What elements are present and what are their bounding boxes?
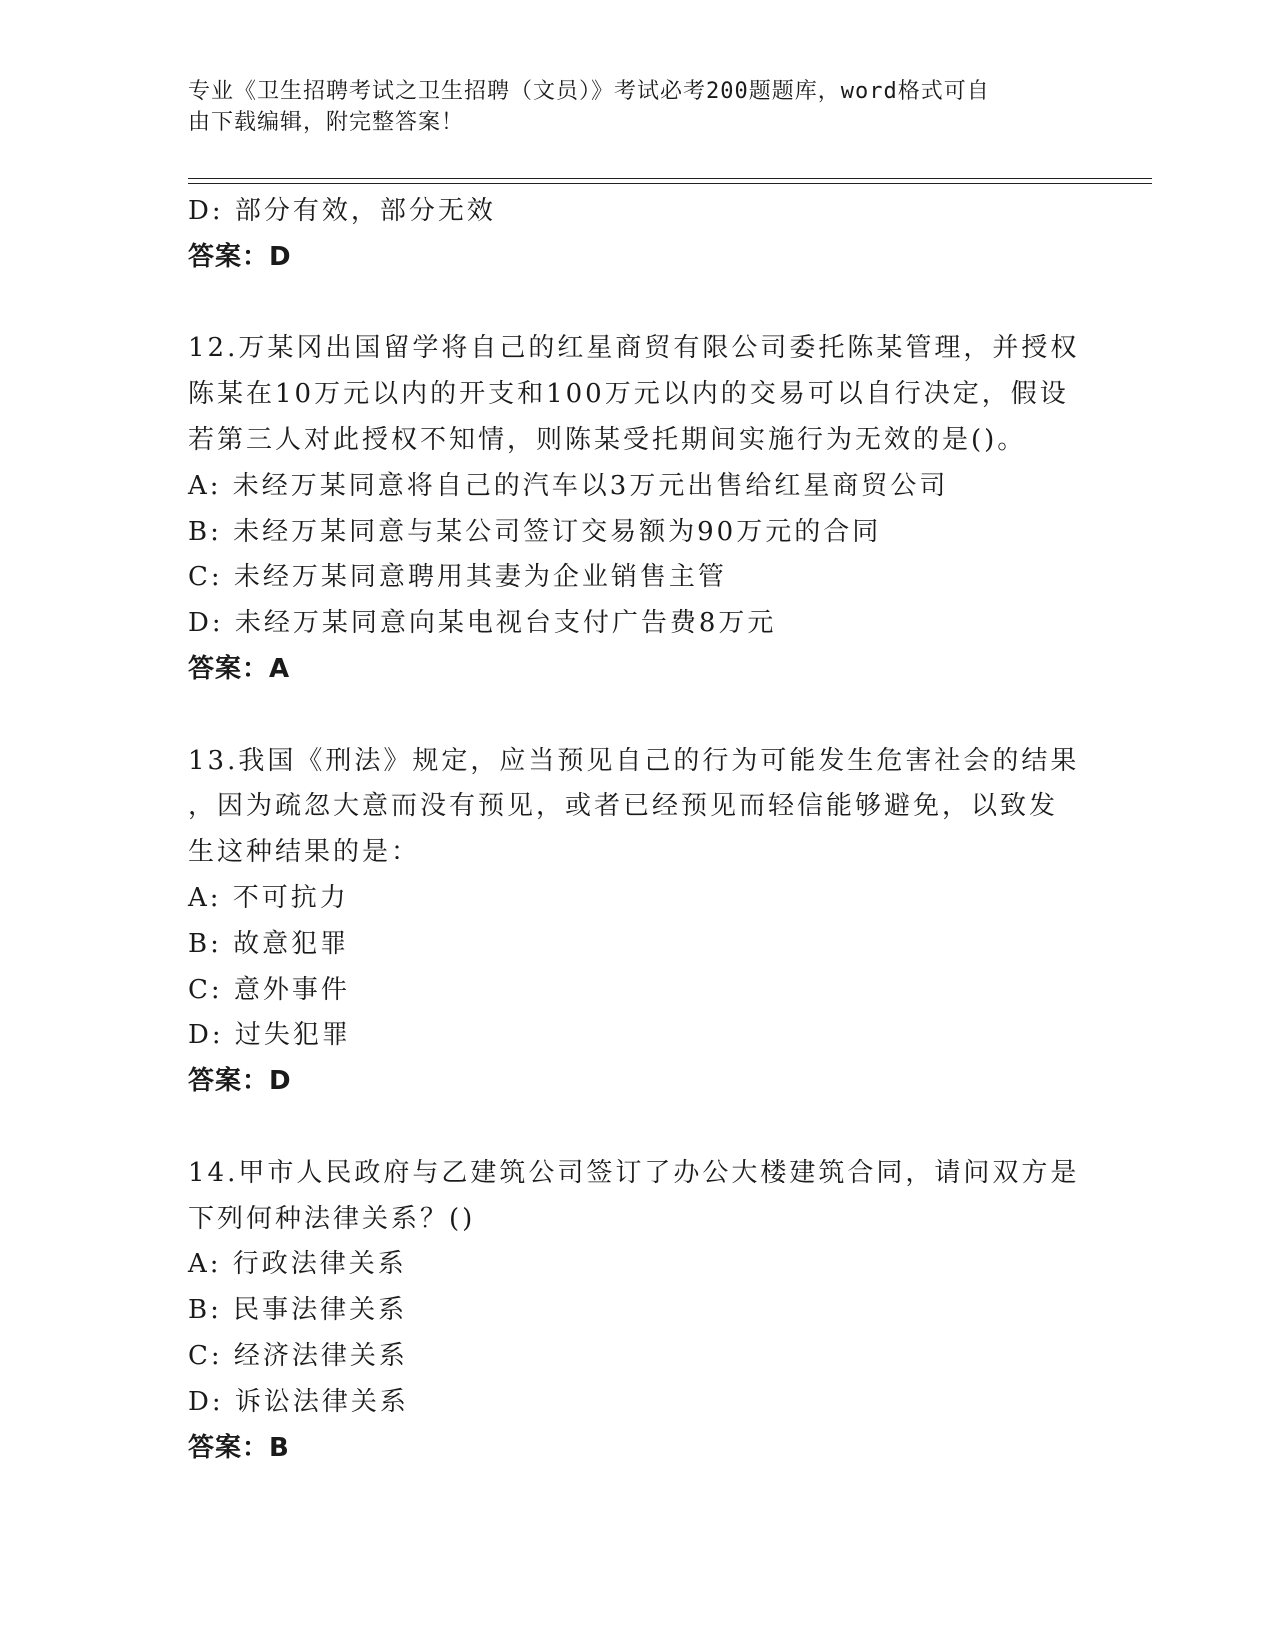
- option-d: D: 诉讼法律关系: [188, 1386, 409, 1417]
- question-12: [188, 326, 1088, 692]
- question-14: [188, 1151, 1088, 1472]
- document-header: [188, 76, 1068, 138]
- question-stem-line: 12.万某冈出国留学将自己的红星商贸有限公司委托陈某管理，并授权: [188, 333, 1080, 364]
- spacer: [188, 693, 1088, 739]
- option-b: B: 故意犯罪: [188, 928, 350, 959]
- option-c: C: 经济法律关系: [188, 1340, 408, 1371]
- prev-answer: 答案：D: [188, 241, 292, 272]
- answer: 答案：A: [188, 653, 291, 684]
- question-13: [188, 739, 1088, 1105]
- question-stem-line: 下列何种法律关系？(): [188, 1203, 476, 1234]
- question-list: [188, 189, 1088, 1471]
- question-stem-line: 陈某在10万元以内的开支和100万元以内的交易可以自行决定，假设: [188, 379, 1069, 410]
- question-stem-line: ，因为疏忽大意而没有预见，或者已经预见而轻信能够避免，以致发: [188, 791, 1059, 822]
- question-stem-line: 若第三人对此授权不知情，则陈某受托期间实施行为无效的是()。: [188, 424, 1027, 455]
- header-rule-top: [188, 178, 1152, 179]
- question-stem-line: 生这种结果的是：: [188, 837, 421, 868]
- option-a: A: 未经万某同意将自己的汽车以3万元出售给红星商贸公司: [188, 470, 949, 501]
- question-stem-line: 13.我国《刑法》规定，应当预见自己的行为可能发生危害社会的结果: [188, 745, 1080, 776]
- answer: 答案：B: [188, 1432, 290, 1463]
- prev-option-d: D: 部分有效，部分无效: [188, 196, 496, 226]
- option-a: A: 行政法律关系: [188, 1249, 407, 1280]
- header-line-1: 专业《卫生招聘考试之卫生招聘（文员）》考试必考200题题库，word格式可自: [188, 79, 990, 104]
- answer: 答案：D: [188, 1066, 292, 1097]
- option-b: B: 民事法律关系: [188, 1295, 408, 1326]
- option-a: A: 不可抗力: [188, 882, 349, 913]
- header-rule-bottom: [188, 183, 1152, 184]
- spacer: [188, 281, 1088, 327]
- question-stem-line: 14.甲市人民政府与乙建筑公司签订了办公大楼建筑合同，请问双方是: [188, 1157, 1080, 1188]
- option-d: D: 未经万某同意向某电视台支付广告费8万元: [188, 608, 777, 639]
- spacer: [188, 1105, 1088, 1151]
- option-d: D: 过失犯罪: [188, 1020, 351, 1051]
- option-c: C: 意外事件: [188, 974, 350, 1005]
- header-line-2: 由下载编辑，附完整答案！: [188, 110, 465, 135]
- option-b: B: 未经万某同意与某公司签订交易额为90万元的合同: [188, 516, 882, 547]
- option-c: C: 未经万某同意聘用其妻为企业销售主管: [188, 562, 727, 593]
